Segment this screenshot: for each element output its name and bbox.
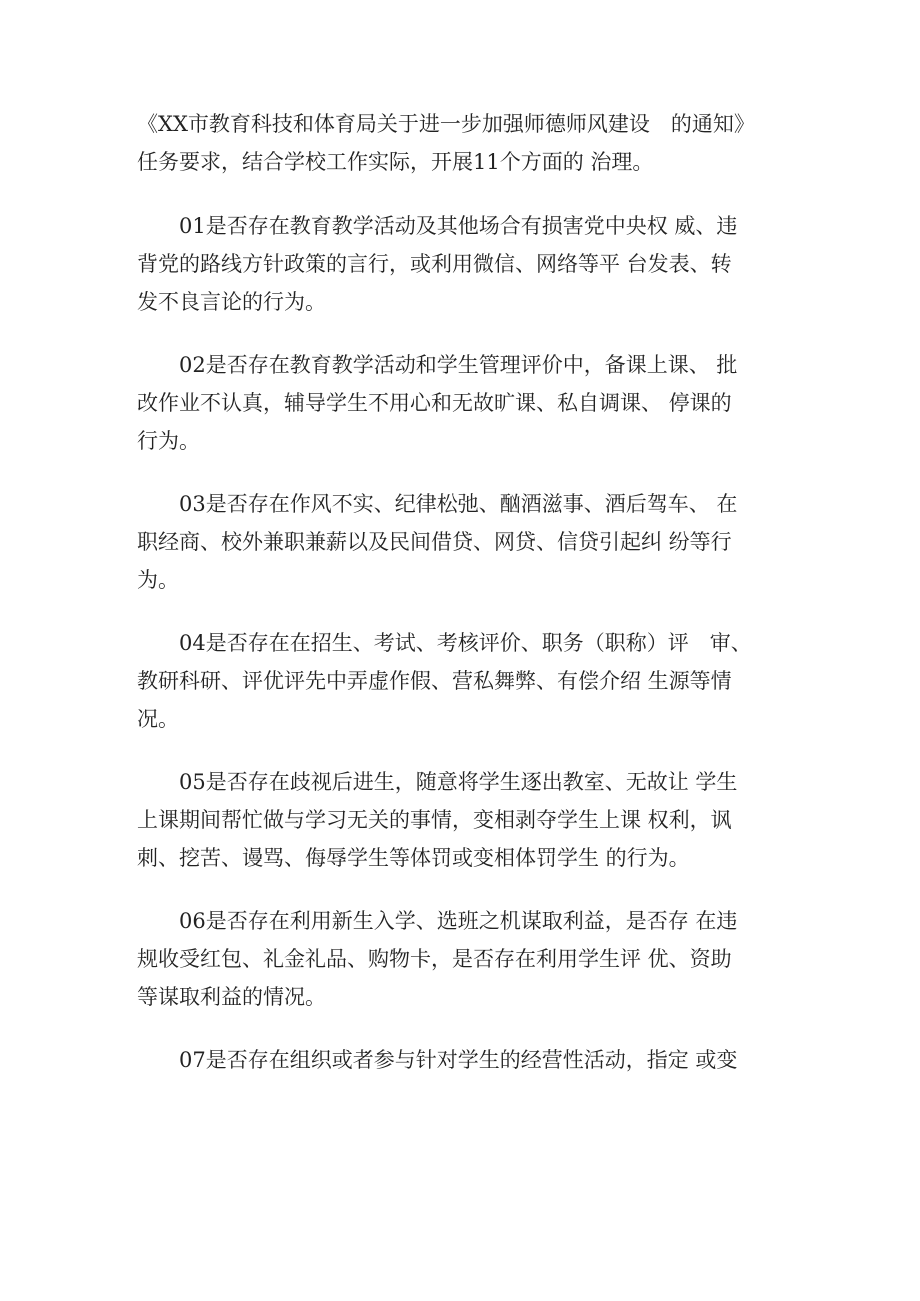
paragraph-line: 07是否存在组织或者参与针对学生的经营性活动，指定 或变 — [179, 1048, 738, 1072]
paragraph-line: 行为。 — [137, 429, 200, 453]
paragraph-line: 况。 — [137, 707, 179, 731]
item-04-paragraph — [137, 624, 797, 738]
paragraph-line: 背党的路线方针政策的言行，或利用微信、网络等平 台发表、转 — [137, 252, 732, 276]
intro-line: 《XX市教育科技和体育局关于进一步加强师德师风建设 的通知》 — [137, 112, 755, 136]
paragraph-line: 为。 — [137, 568, 179, 592]
paragraph-line: 06是否存在利用新生入学、选班之机谋取利益，是否存 在违 — [179, 909, 738, 933]
item-07-paragraph — [137, 1041, 797, 1079]
paragraph-line: 02是否存在教育教学活动和学生管理评价中，备课上课、 批 — [179, 353, 738, 377]
paragraph-line: 上课期间帮忙做与学习无关的事情，变相剥夺学生上课 权利，讽 — [137, 808, 732, 832]
intro-paragraph — [137, 105, 797, 181]
paragraph-line: 规收受红包、礼金礼品、购物卡，是否存在利用学生评 优、资助 — [137, 947, 732, 971]
paragraph-line: 04是否存在在招生、考试、考核评价、职务（职称）评 审、 — [179, 631, 752, 655]
item-06-paragraph — [137, 902, 797, 1016]
paragraph-line: 刺、挖苦、谩骂、侮辱学生等体罚或变相体罚学生 的行为。 — [137, 846, 690, 870]
item-05-paragraph — [137, 763, 797, 877]
paragraph-line: 教研科研、评优评先中弄虚作假、营私舞弊、有偿介绍 生源等情 — [137, 669, 732, 693]
item-01-paragraph — [137, 207, 797, 321]
item-03-paragraph — [137, 485, 797, 599]
document-body — [137, 105, 797, 1104]
paragraph-line: 03是否存在作风不实、纪律松弛、酗酒滋事、酒后驾车、 在 — [179, 492, 738, 516]
paragraph-line: 改作业不认真，辅导学生不用心和无故旷课、私自调课、 停课的 — [137, 391, 732, 415]
paragraph-line: 01是否存在教育教学活动及其他场合有损害党中央权 威、违 — [179, 214, 738, 238]
intro-line: 任务要求，结合学校工作实际，开展11个方面的 治理。 — [137, 150, 654, 174]
paragraph-line: 05是否存在歧视后进生，随意将学生逐出教室、无故让 学生 — [179, 770, 738, 794]
paragraph-line: 职经商、校外兼职兼薪以及民间借贷、网贷、信贷引起纠 纷等行 — [137, 530, 732, 554]
item-02-paragraph — [137, 346, 797, 460]
paragraph-line: 发不良言论的行为。 — [137, 290, 326, 314]
paragraph-line: 等谋取利益的情况。 — [137, 985, 326, 1009]
